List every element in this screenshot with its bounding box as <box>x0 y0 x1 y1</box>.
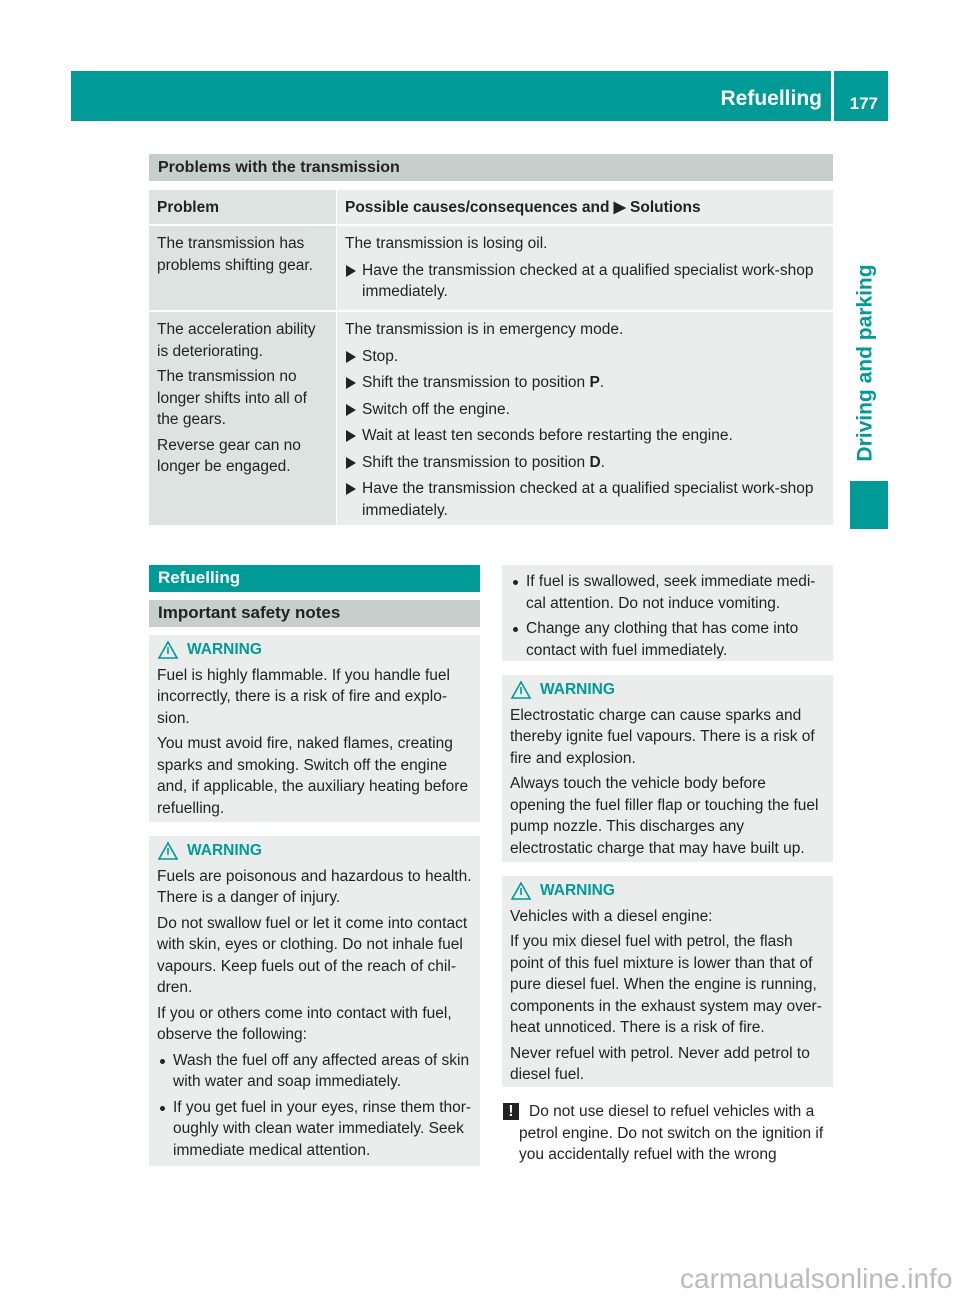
step-text: Shift the transmission to position <box>362 453 590 471</box>
solution-step: Wait at least ten seconds before restarting the engine. <box>345 425 825 447</box>
section-title: Refuelling <box>720 87 822 110</box>
cause-text: The transmission is losing oil. <box>345 235 548 252</box>
warning-label: WARNING <box>187 842 262 859</box>
warning-box <box>502 675 833 862</box>
side-tab-marker <box>850 481 888 529</box>
warning-text: If you or others come into contact with fuel, observe the following: <box>157 1004 452 1043</box>
bullet-item: Wash the fuel off any affected areas of skin with water and soap immediately. <box>157 1050 472 1093</box>
problem-text: Reverse gear can no longer be engaged. <box>157 436 301 475</box>
solution-step: Stop. <box>345 346 825 368</box>
bullet-item: If you get fuel in your eyes, rinse them thor-oughly with clean water immediately. Seek immediate medical attention. <box>157 1097 472 1162</box>
problem-text: The acceleration ability is deteriorating. <box>157 321 316 360</box>
solution-step: Shift the transmission to position P. <box>345 372 825 394</box>
warning-text: Electrostatic charge can cause sparks and thereby ignite fuel vapours. There is a risk of fire and explosion. <box>510 706 815 767</box>
col-label: Solutions <box>630 199 701 216</box>
bullet-item: If fuel is swallowed, seek immediate medi-cal attention. Do not induce vomiting. <box>510 571 825 614</box>
col-solutions <box>337 190 833 224</box>
right-column <box>502 565 833 1166</box>
left-column <box>149 565 480 1166</box>
problem-text: The transmission no longer shifts into all of the gears. <box>157 368 307 428</box>
cause-text: The transmission is in emergency mode. <box>345 321 624 338</box>
warning-text: Do not swallow fuel or let it come into contact with skin, eyes or clothing. Do not inhale fuel vapours. Keep fuels out of the reach of chil-dren. <box>157 914 468 996</box>
warning-text: Fuel is highly flammable. If you handle fuel incorrectly, there is a risk of fire and explo-sion. <box>157 666 450 727</box>
warning-icon <box>157 841 179 861</box>
warning-text: Fuels are poisonous and hazardous to health. There is a danger of injury. <box>157 867 472 906</box>
note-text: Do not use diesel to refuel vehicles with a petrol engine. Do not switch on the ignition if you accidentally refuel with the wrong <box>519 1103 824 1163</box>
warning-box <box>502 876 833 1087</box>
warning-label: WARNING <box>187 641 262 658</box>
warning-text: Never refuel with petrol. Never add petrol to diesel fuel. <box>510 1044 810 1083</box>
solution-step: Have the transmission checked at a qualified specialist work-shop immediately. <box>345 478 825 521</box>
page-number: 177 <box>849 94 878 113</box>
warning-icon <box>157 640 179 660</box>
warning-icon <box>510 680 532 700</box>
side-tab-label: Driving and parking <box>853 264 877 462</box>
solution-step: Switch off the engine. <box>345 399 825 421</box>
arrow-icon: ▶ <box>613 199 626 216</box>
warning-label: WARNING <box>540 681 615 698</box>
step-text: Shift the transmission to position <box>362 374 590 391</box>
table-row <box>149 312 833 525</box>
solution-step: Shift the transmission to position D. <box>345 452 825 474</box>
warning-icon <box>510 881 532 901</box>
problem-text: The transmission has problems shifting gear. <box>157 235 313 274</box>
bullet-item: Change any clothing that has come into contact with fuel immediately. <box>510 618 825 661</box>
table-header <box>149 190 833 224</box>
note <box>502 1101 833 1166</box>
table-title: Problems with the transmission <box>149 154 833 181</box>
warning-label: WARNING <box>540 882 615 899</box>
page-header <box>71 71 888 121</box>
col-label: Possible causes/consequences and <box>345 199 610 216</box>
divider <box>831 71 834 121</box>
watermark: carmanualsonline.info <box>680 1263 953 1294</box>
warning-text: Vehicles with a diesel engine: <box>510 907 713 925</box>
side-tab <box>845 250 885 476</box>
exclamation-icon: ! <box>503 1103 519 1120</box>
solution-step: Have the transmission checked at a qualified specialist work-shop immediately. <box>345 260 825 303</box>
warning-text: If you mix diesel fuel with petrol, the flash point of this fuel mixture is lower than that of pure diesel fuel. When the engine is running, components in the exhaust system may over-heat unnoticed. There is a risk of fire. <box>510 933 822 1036</box>
warning-box <box>149 635 480 822</box>
warning-text: You must avoid fire, naked flames, creating sparks and smoking. Switch off the engine and, if applicable, the auxiliary heating before refuelling. <box>157 735 469 817</box>
warning-text: Always touch the vehicle body before opening the fuel filler flap or touching the fuel pump nozzle. This discharges any electrostatic charge that may have built up. <box>510 775 819 857</box>
section-heading: Refuelling <box>149 565 480 592</box>
subsection-heading: Important safety notes <box>149 600 480 627</box>
warning-box <box>149 836 480 1166</box>
col-problem: Problem <box>149 190 336 224</box>
transmission-table <box>149 154 833 525</box>
warning-box-continued <box>502 565 833 661</box>
gear-position: D <box>589 453 601 471</box>
gear-position: P <box>589 374 600 391</box>
table-row <box>149 226 833 310</box>
